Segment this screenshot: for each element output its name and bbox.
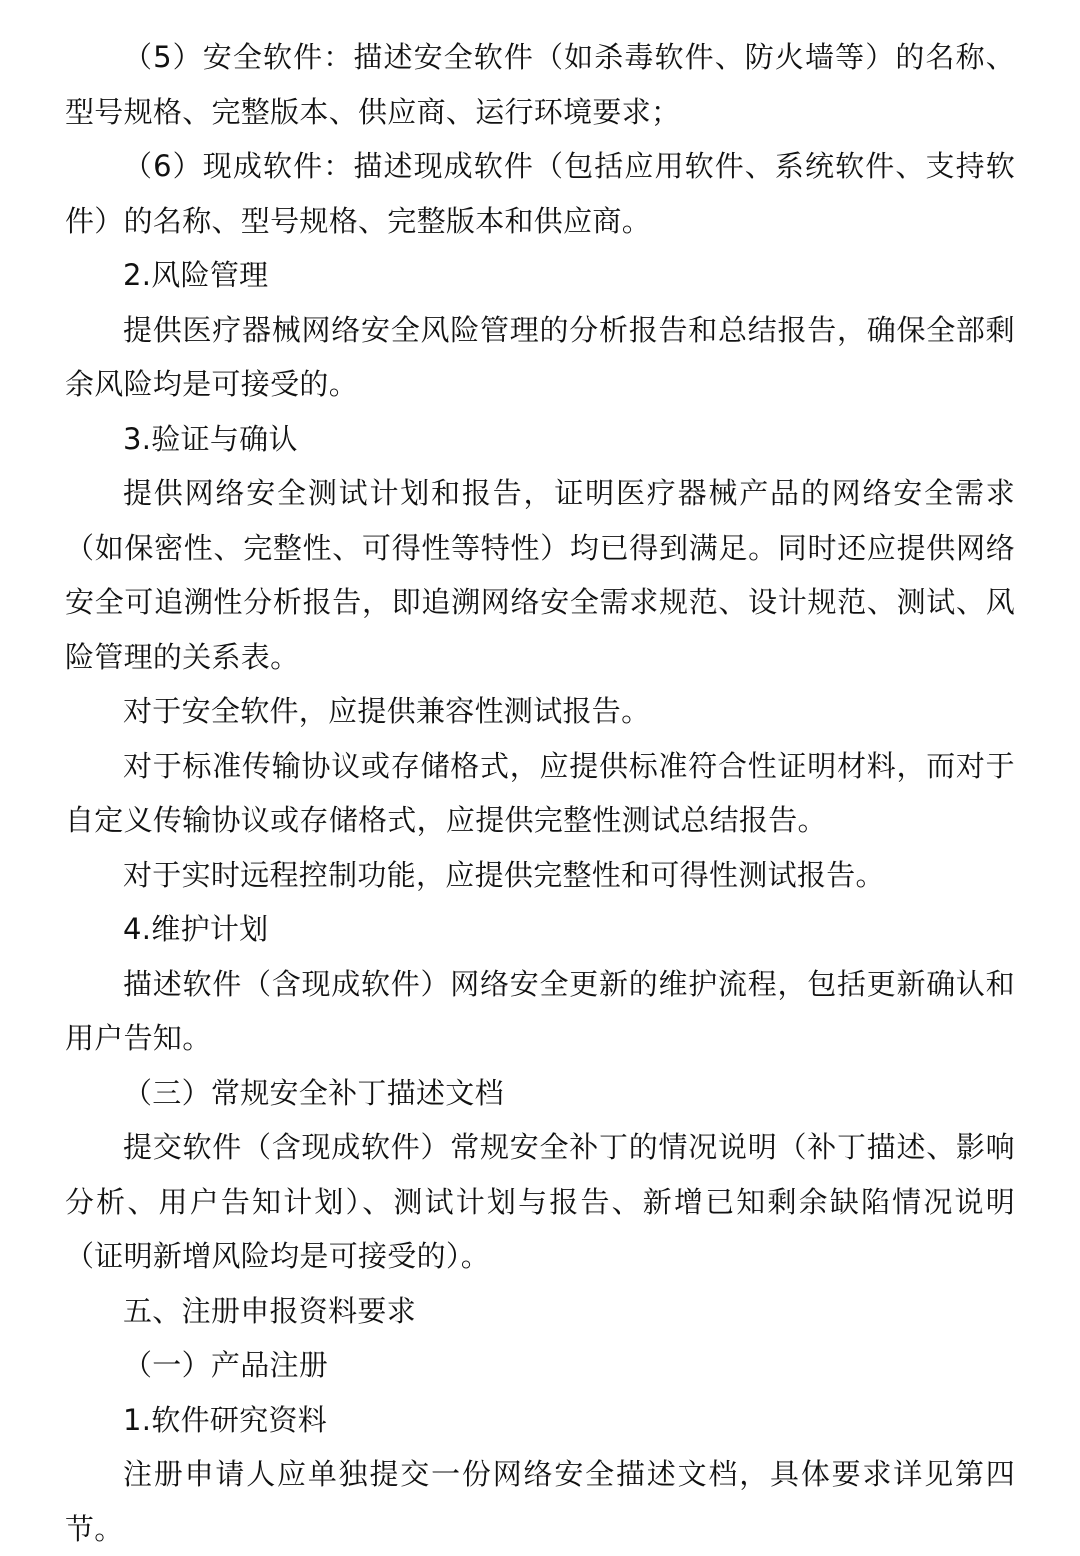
paragraph-software-research: 注册申请人应单独提交一份网络安全描述文档，具体要求详见第四节。 — [65, 1457, 1015, 1546]
paragraph-verification-validation: 提供网络安全测试计划和报告，证明医疗器械产品的网络安全需求（如保密性、完整性、可得性等特性）均已得到满足。同时还应提供网络安全可追溯性分析报告，即追溯网络安全需求规范、设计规范、测试、风险管理的关系表。 — [65, 476, 1015, 674]
heading-security-patch-doc: （三）常规安全补丁描述文档 — [123, 1075, 504, 1110]
heading-registration-requirements: 五、注册申报资料要求 — [123, 1293, 417, 1328]
paragraph-off-the-shelf-software: （6）现成软件：描述现成软件（包括应用软件、系统软件、支持软件）的名称、型号规格、完整版本和供应商。 — [65, 149, 1015, 238]
heading-verification-validation: 3.验证与确认 — [123, 421, 298, 456]
heading-maintenance-plan: 4.维护计划 — [123, 912, 269, 946]
paragraph-safety-software: （5）安全软件：描述安全软件（如杀毒软件、防火墙等）的名称、型号规格、完整版本、供应商、运行环境要求； — [65, 40, 1015, 129]
document-page — [65, 30, 1015, 1556]
heading-product-registration: （一）产品注册 — [123, 1348, 329, 1382]
paragraph-security-patch-doc: 提交软件（含现成软件）常规安全补丁的情况说明（补丁描述、影响分析、用户告知计划）、测试计划与报告、新增已知剩余缺陷情况说明（证明新增风险均是可接受的）。 — [65, 1130, 1015, 1273]
paragraph-remote-control: 对于实时远程控制功能，应提供完整性和可得性测试报告。 — [123, 857, 885, 892]
paragraph-maintenance-plan: 描述软件（含现成软件）网络安全更新的维护流程，包括更新确认和用户告知。 — [65, 966, 1015, 1055]
paragraph-risk-management: 提供医疗器械网络安全风险管理的分析报告和总结报告，确保全部剩余风险均是可接受的。 — [65, 312, 1015, 401]
heading-software-research: 1.软件研究资料 — [123, 1402, 328, 1437]
paragraph-compatibility-test: 对于安全软件，应提供兼容性测试报告。 — [123, 694, 651, 728]
heading-risk-management: 2.风险管理 — [123, 258, 269, 292]
paragraph-protocol-conformance: 对于标准传输协议或存储格式，应提供标准符合性证明材料，而对于自定义传输协议或存储格式，应提供完整性测试总结报告。 — [65, 748, 1015, 837]
